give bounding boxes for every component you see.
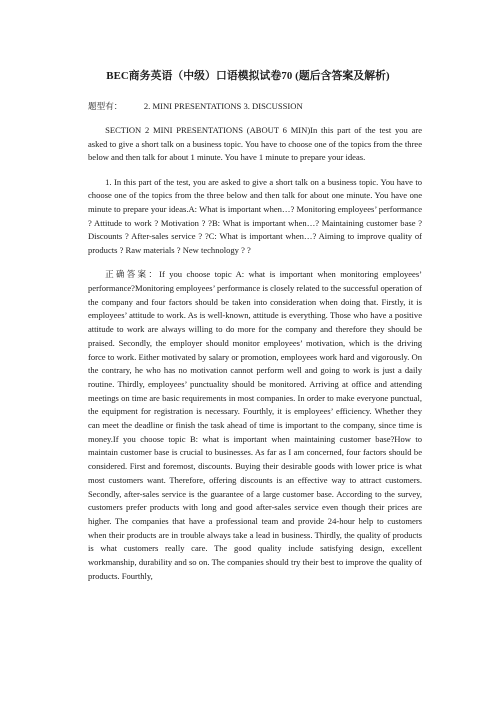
document-title: BEC商务英语（中级）口语模拟试卷70 (题后含答案及解析)	[106, 70, 390, 82]
answer-label: 正确答案：	[105, 269, 160, 280]
answer-text: If you choose topic A: what is important when monitoring employees’ performance?Monitoring employees’ performance is closely related to the successful operation of the company and four factors should be taken into consideration when doing that. Firstly, it is employees’ attitude to work. As is well-known, attitude is everything. Those who have a positive attitude to work are always willing to do more for the company and therefore they should be praised. Secondly, the employer should monitor employees’ motivation, which is the driving force to work. Either motivated by salary or promotion, employees work hard and vigorously. On the contrary, he who has no motivation cannot perform well and going to work is just a daily routine. Thirdly, employees’ punctuality should be monitored. Arriving at office and attending meetings on time are basic requirements in most companies. In order to make everyone punctual, the equipment for registration is necessary. Fourthly, it is employees’ efficiency. Whether they can meet the deadline or finish the task ahead of time is important to the company, since time is money.If you choose topic B: what is important when maintaining customer base?How to maintain customer base is crucial to businesses. As far as I am concerned, four factors should be considered. First and foremost, discounts. Buying their desirable goods with lower price is what most customers want. Therefore, offering discounts is an effective way to attract customers. Secondly, after-sales service is the guarantee of a large customer base. According to the survey, customers prefer products with long and good after-sales service even though their prices are higher. The companies that have a professional team and provide 24-hour help to customers when their products are in trouble always take a lead in business. Thirdly, the quality of products is what customers really care. The good quality include satisfying design, excellent workmanship, durability and so on. The companies should try their best to improve the quality of products. Fourthly,	[88, 269, 423, 581]
question-text: In this part of the test, you are asked to give a short talk on a business topic. You have to choose one of the topics from the three below and then talk for about one minute. You have one minute to prepare your ideas.A: What is important when…? Monitoring employees’ performance ? Attitude to work ? Motivation ? ?B: What is important when…? Maintaining customer base ? Discounts ? After-sales service ? ?C: What is important when…? Aiming to improve quality of products ? Raw materials ? New technology ? ?	[88, 176, 422, 256]
question-types-list: 2. MINI PRESENTATIONS 3. DISCUSSION	[143, 101, 303, 111]
question-number: 1.	[105, 176, 112, 187]
document-body	[88, 124, 422, 594]
answer-block	[88, 268, 422, 583]
section-intro: SECTION 2 MINI PRESENTATIONS (ABOUT 6 MIN)In this part of the test you are asked to give a short talk on a business topic. You have to choose one of the topics from the three below and then talk for about 1 minute. You have 1 minute to prepare your ideas.	[88, 125, 422, 163]
question-types-line	[88, 100, 303, 112]
question-item	[88, 176, 422, 258]
question-types-label: 题型有：	[88, 101, 123, 111]
